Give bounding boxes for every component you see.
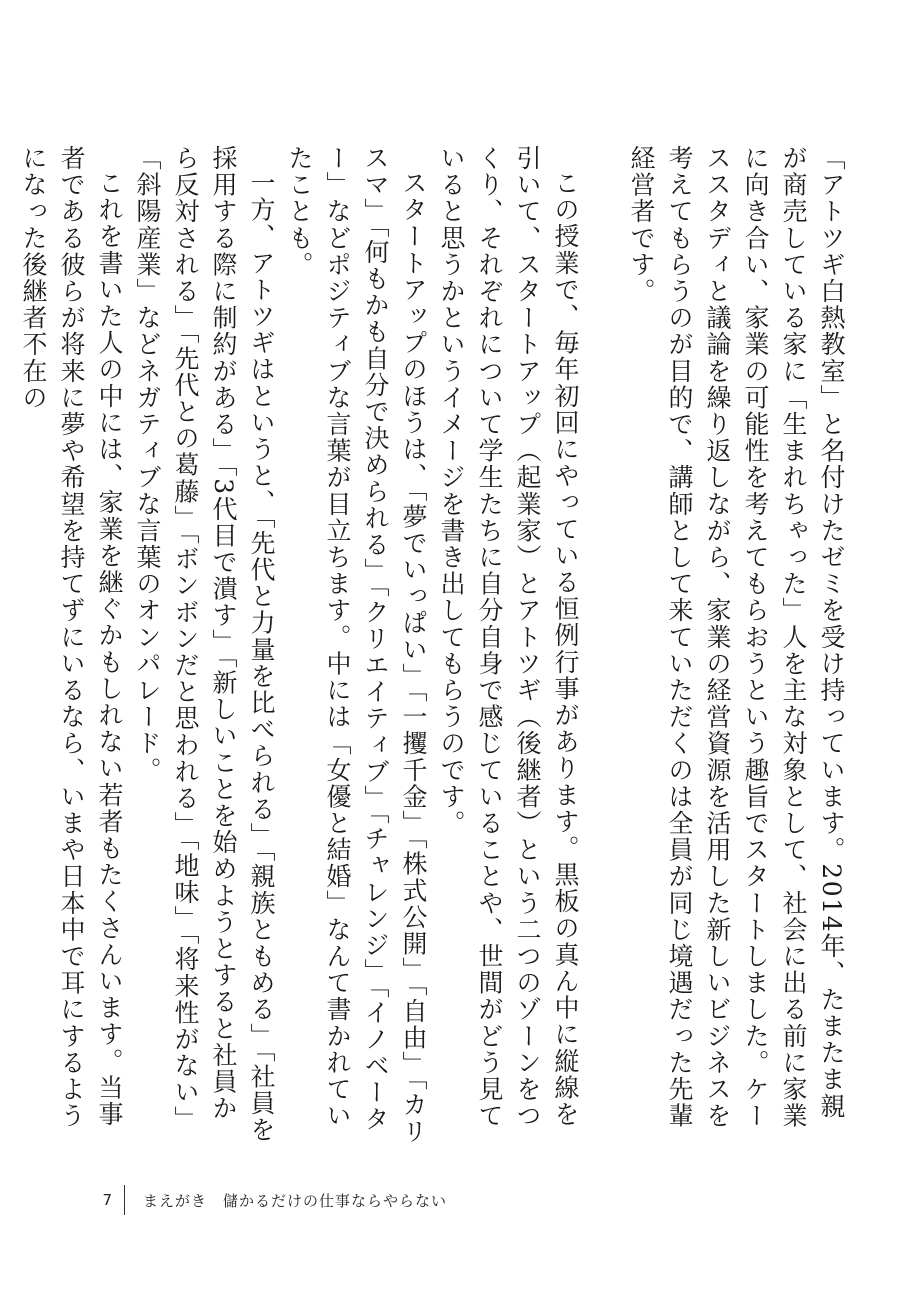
- page-number: 7: [102, 1191, 112, 1209]
- vertical-body-text: [19, 145, 850, 1145]
- running-head: まえがき 儲かるだけの仕事ならやらない: [143, 1191, 448, 1210]
- page-footer: [90, 1185, 447, 1215]
- paragraph-2: この授業で、毎年初回にやっている恒例行事があります。黒板の真ん中に縦線を引いて、スタートアップ（起業家）とアトツギ（後継者）という二つのゾーンをつくり、それぞれについて学生たちに自分自身で感じていることや、世間がどう見ていると思うかというイメージを書き出してもらうのです。: [437, 145, 580, 1130]
- paragraph-5: これを書いた人の中には、家業を継ぐかもしれない若者もたくさんいます。当事者である彼らが将来に夢や希望を持てずにいるなら、いまや日本中で耳にするようになった後継者不在の: [19, 145, 124, 1130]
- paragraph-1: 「アトツギ白熱教室」と名付けたゼミを受け持っています。2014年、たまたま親が商売している家に「生まれちゃった」人を主な対象として、社会に出る前に家業に向き合い、家業の可能性を考えてもらおうという趣旨でスタートしました。ケーススタディと議論を繰り返しながら、家業の経営資源を活用した新しいビジネスを考えてもらうのが目的で、講師として来ていただくのは全員が同じ境遇だった先輩経営者です。: [627, 145, 846, 1130]
- footer-divider: [124, 1185, 125, 1215]
- paragraph-4: 一方、アトツギはというと、「先代と力量を比べられる」「親族ともめる」「社員を採用する際に制約がある」「3代目で潰す」「新しいことを始めようとすると社員から反対される」「先代との葛藤」「ボンボンだと思われる」「地味」「将来性がない」「斜陽産業」などネガティブな言葉のオンパレード。: [133, 145, 276, 1144]
- paragraph-3: スタートアップのほうは、「夢でいっぱい」「一攫千金」「株式公開」「自由」「カリスマ」「何もかも自分で決められる」「クリエイティブ」「チャレンジ」「イノベーター」などポジティブな言葉が目立ちます。中には「女優と結婚」なんて書かれていたことも。: [285, 145, 428, 1145]
